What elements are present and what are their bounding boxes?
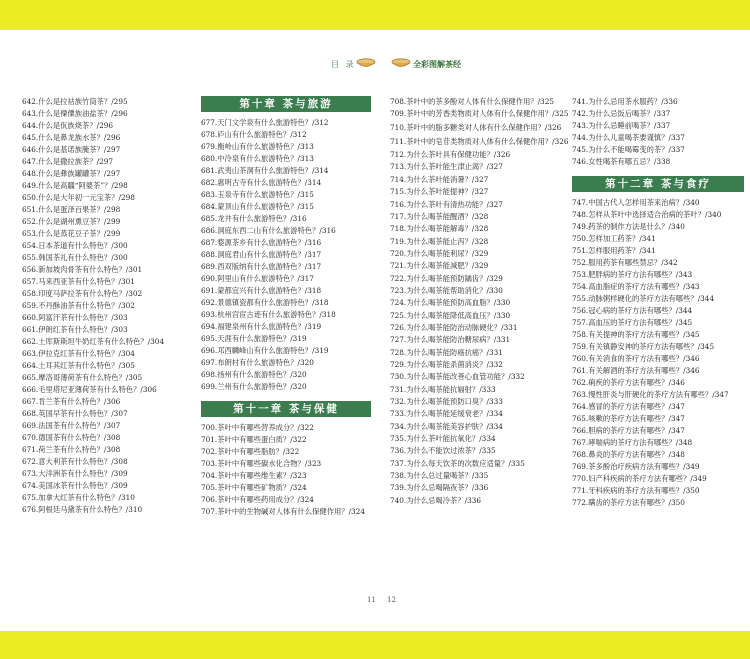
toc-entry[interactable]: 716.为什么茶叶有清热功能？/327 — [390, 199, 503, 209]
toc-entry[interactable]: 772.瞒齿的茶疗方法有哪些？/350 — [572, 498, 685, 507]
toc-entry[interactable]: 750.怎样加工药茶？/341 — [572, 234, 656, 243]
toc-entry[interactable]: 724.为什么喝茶能预防高血脂？/330 — [390, 298, 511, 308]
toc-entry[interactable]: 771.牙科疾病的茶疗方法有哪些？/350 — [572, 486, 700, 495]
toc-entry[interactable]: 757.高血压的茶疗方法有哪些？/345 — [572, 318, 693, 327]
toc-entry[interactable]: 674.美国冰茶有什么特色？/309 — [22, 481, 128, 490]
toc-entry[interactable]: 709.茶叶中的芳香类物质对人体有什么保健作用？/325 — [390, 109, 569, 119]
toc-entry[interactable]: 743.为什么忌睡前喝茶？/337 — [572, 121, 671, 130]
toc-entry[interactable]: 645.什么是鼻龙族水茶？/296 — [22, 133, 121, 142]
toc-entry[interactable]: 655.韩国茶礼有什么特色？/300 — [22, 253, 128, 262]
toc-entry[interactable]: 748.怎样从茶叶中选择适合治病的茶叶？/340 — [572, 210, 722, 219]
toc-column-3 — [390, 96, 570, 507]
toc-entry[interactable]: 698.扬州有什么旅游特色？/320 — [201, 370, 307, 379]
toc-entry[interactable]: 705.茶叶中有哪些矿物质？/324 — [201, 483, 307, 492]
toc-entry[interactable]: 766.胆病的茶疗方法有哪些？/347 — [572, 426, 685, 435]
toc-entry[interactable]: 675.加拿大红茶有什么特色？/310 — [22, 493, 135, 502]
toc-entry[interactable]: 643.什么是傈僳族油盐茶？/296 — [22, 109, 128, 118]
toc-entry[interactable]: 753.肥胖病的茶疗方法有哪些？/343 — [572, 270, 693, 279]
toc-entry[interactable]: 745.为什么不能喝霉变的茶？/337 — [572, 145, 685, 154]
toc-entry[interactable]: 723.为什么喝茶能帮助消化？/330 — [390, 285, 503, 295]
toc-entry[interactable]: 687.婺源茶乡有什么旅游特色？/316 — [201, 238, 322, 247]
toc-entry[interactable]: 673.大洋洲茶有什么特色？/309 — [22, 469, 128, 478]
toc-entry[interactable]: 690.阿里山有什么旅游特色？/317 — [201, 274, 314, 283]
toc-entry[interactable]: 732.为什么喝茶能预防口臭？/333 — [390, 397, 503, 406]
toc-entry[interactable]: 700.茶叶中有哪些营养成分？/322 — [201, 423, 314, 432]
toc-entry[interactable]: 714.为什么茶叶能消暑？/327 — [390, 174, 489, 184]
book-title: 全彩图解茶经 — [413, 59, 461, 69]
toc-entry[interactable]: 646.什么是基诺族腌茶？/297 — [22, 145, 121, 154]
toc-entry[interactable]: 653.什么是蒸花豆子茶？/299 — [22, 229, 121, 238]
toc-entry[interactable]: 767.哮喘病的茶疗方法有哪些？/348 — [572, 438, 693, 447]
toc-entry[interactable]: 751.怎样服用药茶？/341 — [572, 246, 656, 255]
toc-label: 目 录 — [331, 60, 356, 69]
toc-column-2 — [201, 96, 371, 518]
tea-bowl-icon — [356, 58, 376, 69]
toc-entry[interactable]: 697.布朗村有什么旅游特色？/320 — [201, 358, 314, 367]
toc-entry[interactable]: 710.茶叶中的脂多糖类对人体有什么保健作用？/326 — [390, 122, 562, 132]
toc-entry[interactable]: 648.什么是彝族罐罐茶？/297 — [22, 169, 121, 178]
toc-entry[interactable]: 706.茶叶中有哪些药用成分？/324 — [201, 495, 314, 504]
toc-entry[interactable]: 686.洞庭东西二山有什么旅游特色？/316 — [201, 226, 336, 235]
toc-entry[interactable]: 679.衡岭山有什么旅游特色？/313 — [201, 142, 314, 151]
toc-entry[interactable]: 702.茶叶中有哪些脂肪？/322 — [201, 447, 300, 456]
toc-entry[interactable]: 661.伊朗红茶有什么特色？/303 — [22, 325, 128, 334]
toc-entry[interactable]: 652.什么是湖州熏豆茶？/299 — [22, 217, 121, 226]
toc-entry[interactable]: 677.天门文学泉有什么旅游特色？/312 — [201, 118, 329, 127]
toc-entry[interactable]: 765.咳嗽的茶疗方法有哪些？/347 — [572, 414, 685, 423]
toc-entry[interactable]: 647.什么是撒拉族茶？/297 — [22, 157, 114, 166]
toc-entry[interactable]: 668.英国早茶有什么特色？/307 — [22, 409, 128, 418]
top-color-band — [0, 0, 750, 30]
toc-entry[interactable]: 746.女性喝茶有哪五忌？/338 — [572, 157, 671, 166]
toc-entry[interactable]: 741.为什么忌用茶水服药？/336 — [572, 97, 678, 106]
toc-entry[interactable]: 760.有关消食的茶疗方法有哪些？/346 — [572, 354, 700, 363]
toc-entry[interactable]: 717.为什么喝茶能醒酒？/328 — [390, 211, 489, 221]
toc-entry[interactable]: 718.为什么喝茶能解毒？/328 — [390, 224, 489, 234]
toc-entry[interactable]: 665.摩洛哥薄荷茶有什么特色？/305 — [22, 373, 143, 382]
toc-entry[interactable]: 685.龙井有什么旅游特色？/316 — [201, 214, 307, 223]
toc-entry[interactable]: 703.茶叶中有哪些碳水化合物？/323 — [201, 459, 322, 468]
toc-entry[interactable]: 734.为什么喝茶能美容护肤？/334 — [390, 421, 503, 431]
toc-entry[interactable]: 654.日本茶道有什么特色？/300 — [22, 241, 128, 250]
toc-entry[interactable]: 689.西双版纳有什么旅游特色？/317 — [201, 262, 322, 271]
toc-entry[interactable]: 739.为什么忌喝隔夜茶？/336 — [390, 483, 489, 493]
toc-entry[interactable]: 664.土耳其红茶有什么特色？/305 — [22, 361, 135, 370]
toc-entry[interactable]: 676.阿根廷马黛茶有什么特色？/310 — [22, 505, 143, 514]
toc-entry[interactable]: 662.土库斯斯坦牛奶红茶有什么特色？/304 — [22, 337, 165, 346]
spacer — [572, 168, 744, 176]
toc-entry[interactable]: 754.高血脂症的茶疗方法有哪些？/343 — [572, 282, 700, 291]
toc-entry[interactable]: 729.为什么喝茶能杀菌消炎？/332 — [390, 359, 503, 369]
toc-entry[interactable]: 688.洞庭君山有什么旅游特色？/317 — [201, 250, 322, 259]
toc-entry[interactable]: 731.为什么喝茶能抗辐射？/333 — [390, 384, 496, 394]
toc-entry[interactable]: 711.茶叶中的皂苷类物质对人体有什么保健作用？/326 — [390, 136, 569, 146]
toc-entry[interactable]: 667.肯兰茶有什么特色？/306 — [22, 397, 121, 406]
toc-entry[interactable]: 740.为什么忌喝冷茶？/336 — [390, 495, 482, 505]
toc-entry[interactable]: 693.杭州宫宦古迹有什么旅游特色？/318 — [201, 310, 336, 319]
toc-entry[interactable]: 696.邛西麟峰山有什么旅游特色？/319 — [201, 346, 329, 355]
toc-entry[interactable]: 666.毛里塔尼亚薄荷茶有什么特色？/306 — [22, 385, 157, 394]
toc-entry[interactable]: 663.伊拉克红茶有什么特色？/304 — [22, 349, 135, 358]
toc-entry[interactable]: 694.福建泉州有什么旅游特色？/319 — [201, 322, 322, 331]
toc-entry[interactable]: 657.马来西亚茶有什么特色？/301 — [22, 277, 135, 286]
toc-column-1 — [22, 96, 194, 516]
toc-entry[interactable]: 726.为什么喝茶能防治动脉硬化？/331 — [390, 322, 518, 332]
toc-entry[interactable]: 721.为什么喝茶能减肥？/329 — [390, 261, 489, 271]
toc-entry[interactable]: 649.什么是高疆“阿婆茶”？/298 — [22, 181, 128, 190]
toc-entry[interactable]: 678.庐山有什么旅游特色？/312 — [201, 130, 307, 139]
toc-entry[interactable]: 708.茶叶中的茶多酚对人体有什么保健作用？/325 — [390, 97, 554, 106]
toc-entry[interactable]: 747.中国古代人怎样用茶来治病？/340 — [572, 198, 700, 207]
toc-entry[interactable]: 737.为什么每天饮茶的次数应适量？/335 — [390, 458, 525, 468]
toc-entry[interactable]: 756.冠心病的茶疗方法有哪些？/344 — [572, 306, 693, 315]
toc-entry[interactable]: 769.茶多酚治疗疾病方法有哪些？/349 — [572, 462, 700, 471]
toc-entry[interactable]: 752.服用药茶有哪些禁忌？/342 — [572, 258, 678, 267]
toc-entry[interactable]: 770.妇产科疾病的茶疗方法有哪些？/349 — [572, 474, 707, 483]
toc-entry[interactable]: 672.意大利茶有什么特色？/308 — [22, 457, 128, 466]
toc-column-4 — [572, 96, 744, 509]
toc-entry[interactable]: 658.印度马萨拉茶有什么特色？/302 — [22, 289, 143, 298]
toc-entry[interactable]: 722.为什么喝茶能预防龋齿？/329 — [390, 273, 503, 283]
toc-entry[interactable]: 759.有关镇静安神的茶疗方法有哪些？/345 — [572, 342, 715, 351]
toc-entry[interactable]: 763.慢性肝炎与肝硬化的茶疗方法有哪些？/347 — [572, 390, 729, 399]
toc-entry[interactable]: 684.蒙顶山有什么旅游特色？/315 — [201, 202, 314, 211]
toc-entry[interactable]: 659.不丹酥油茶有什么特色？/302 — [22, 301, 135, 310]
page-number-left: 11 — [367, 596, 376, 604]
toc-entry[interactable]: 727.为什么喝茶能防治糖尿病？/331 — [390, 335, 511, 345]
toc-entry[interactable]: 704.茶叶中有哪些维生素？/323 — [201, 471, 307, 480]
toc-entry[interactable]: 660.阿富汗茶有什么特色？/303 — [22, 313, 128, 322]
toc-entry[interactable]: 656.新加坡肉骨茶有什么特色？/301 — [22, 265, 143, 274]
chapter-heading[interactable]: 第十一章 茶与保健 — [201, 401, 371, 417]
bottom-color-band — [0, 631, 750, 659]
chapter-heading[interactable]: 第十二章 茶与食疗 — [572, 176, 744, 192]
toc-entry[interactable]: 761.有关解酒的茶疗方法有哪些？/346 — [572, 366, 700, 375]
toc-entry[interactable]: 749.药茶的制作方法是什么？/340 — [572, 222, 685, 231]
toc-entry[interactable]: 764.感冒的茶疗方法有哪些？/347 — [572, 402, 685, 411]
toc-entry[interactable]: 730.为什么喝茶能改善心血管功能？/332 — [390, 372, 525, 382]
toc-entry[interactable]: 725.为什么喝茶能降低高血压？/330 — [390, 310, 511, 320]
toc-entry[interactable]: 699.兰州有什么旅游特色？/320 — [201, 382, 307, 391]
toc-entry[interactable]: 650.什么是大年初一元宝茶？/298 — [22, 193, 135, 202]
toc-entry[interactable]: 735.为什么茶叶能抗氧化？/334 — [390, 434, 496, 444]
toc-entry[interactable]: 670.德国茶有什么特色？/308 — [22, 433, 121, 442]
toc-entry[interactable]: 680.中泠泉有什么旅游特色？/313 — [201, 154, 314, 163]
toc-entry[interactable]: 738.为什么总过量喝茶？/335 — [390, 471, 489, 481]
toc-entry[interactable]: 644.什么是佤族烧茶？/296 — [22, 121, 114, 130]
toc-entry[interactable]: 692.景德镇瓷都有什么旅游特色？/318 — [201, 298, 329, 307]
toc-entry[interactable]: 742.为什么忌饭后喝茶？/337 — [572, 109, 671, 118]
toc-entry[interactable]: 744.为什么儿童喝茶要谨慎？/337 — [572, 133, 685, 142]
tea-bowl-icon — [391, 58, 411, 69]
toc-entry[interactable]: 736.为什么不能饮过浓茶？/335 — [390, 446, 496, 456]
page-number-right: 12 — [387, 596, 396, 604]
toc-entry[interactable]: 701.茶叶中有哪些蛋白质？/322 — [201, 435, 307, 444]
toc-entry[interactable]: 642.什么是拉祜族竹筒茶？/295 — [22, 97, 128, 106]
toc-entry[interactable]: 683.玉泉寺有什么旅游特色？/315 — [201, 190, 314, 199]
toc-entry[interactable]: 758.有关提神的茶疗方法有哪些？/345 — [572, 330, 700, 339]
toc-entry[interactable]: 762.痢疾的茶疗方法有哪些？/346 — [572, 378, 685, 387]
toc-entry[interactable]: 712.为什么茶叶具有保健功能？/326 — [390, 150, 511, 160]
toc-entry[interactable]: 695.天涯有什么旅游特色？/319 — [201, 334, 307, 343]
chapter-heading[interactable]: 第十章 茶与旅游 — [201, 96, 371, 112]
toc-entry[interactable]: 651.什么是蛋泽百果茶？/298 — [22, 205, 121, 214]
toc-entry[interactable]: 768.鼻炎的茶疗方法有哪些？/348 — [572, 450, 685, 459]
toc-entry[interactable]: 715.为什么茶叶能提神？/327 — [390, 187, 489, 197]
toc-entry[interactable]: 713.为什么茶叶能生津止渴？/327 — [390, 162, 503, 172]
toc-entry[interactable]: 691.蒙都宜兴有什么旅游特色？/318 — [201, 286, 322, 295]
page-header — [0, 57, 750, 73]
toc-entry[interactable]: 671.荷兰茶有什么特色？/308 — [22, 445, 121, 454]
toc-entry[interactable]: 728.为什么喝茶能防癌抗癌？/331 — [390, 347, 503, 357]
toc-entry[interactable]: 720.为什么喝茶能利尿？/329 — [390, 248, 489, 258]
toc-entry[interactable]: 733.为什么喝茶能延缓衰老？/334 — [390, 409, 503, 419]
spacer — [201, 393, 371, 401]
toc-entry[interactable]: 707.茶叶中的生物碱对人体有什么保健作用？/324 — [201, 507, 365, 516]
toc-entry[interactable]: 669.法国茶有什么特色？/307 — [22, 421, 121, 430]
toc-entry[interactable]: 755.动脉粥样硬化的茶疗方法有哪些？/344 — [572, 294, 715, 303]
toc-entry[interactable]: 681.武夷山茶洞有什么旅游特色？/314 — [201, 166, 329, 175]
toc-entry[interactable]: 682.惠明古寺有什么旅游特色？/314 — [201, 178, 322, 187]
toc-entry[interactable]: 719.为什么喝茶能止泻？/328 — [390, 236, 489, 246]
